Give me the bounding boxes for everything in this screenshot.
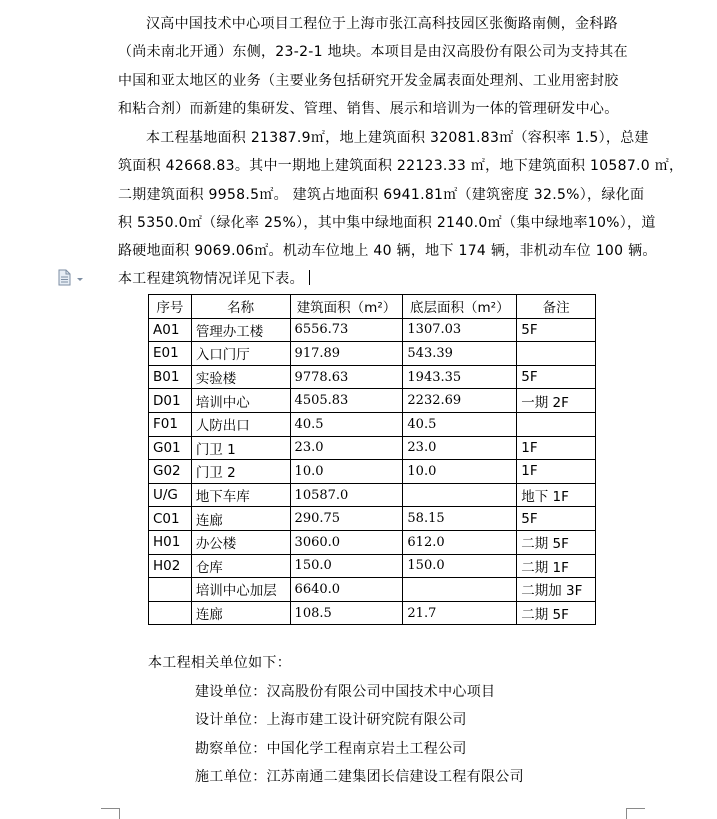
cell-remarks: 地下 1F xyxy=(517,483,596,507)
cell-remarks: 二期 5F xyxy=(517,601,596,625)
cell-building-area: 9778.63 xyxy=(290,365,403,389)
header-cell-name: 名称 xyxy=(191,295,290,319)
cell-ground-area: 10.0 xyxy=(403,460,517,484)
cell-ground-area: 1943.35 xyxy=(403,365,517,389)
table-row xyxy=(149,578,596,602)
cell-name: 培训中心加层 xyxy=(191,578,290,602)
cell-number xyxy=(149,578,192,602)
cell-building-area: 40.5 xyxy=(290,412,403,436)
text-line: 本工程建筑物情况详见下表。 xyxy=(118,271,304,288)
cell-remarks xyxy=(517,342,596,366)
units-heading: 本工程相关单位如下： xyxy=(148,655,291,671)
cell-name: 门卫 1 xyxy=(191,436,290,460)
header-cell-building-area: 建筑面积（m²） xyxy=(290,295,403,319)
cell-name: 人防出口 xyxy=(191,412,290,436)
text-line: 筑面积 42668.83。其中一期地上建筑面积 22123.33 ㎡，地下建筑面积 10587.0 ㎡， xyxy=(118,158,684,175)
cell-number: G01 xyxy=(149,436,192,460)
cell-ground-area: 612.0 xyxy=(403,530,517,554)
text-line: 积 5350.0㎡（绿化率 25%），其中集中绿地面积 2140.0㎡（集中绿地率10%），道 xyxy=(118,214,656,231)
cell-name: 仓库 xyxy=(191,554,290,578)
cell-ground-area: 58.15 xyxy=(403,507,517,531)
cell-building-area: 4505.83 xyxy=(290,389,403,413)
cell-remarks xyxy=(517,412,596,436)
table-row xyxy=(149,601,596,625)
cell-ground-area: 21.7 xyxy=(403,601,517,625)
cell-building-area: 108.5 xyxy=(290,601,403,625)
header-cell-ground-area: 底层面积（m²） xyxy=(403,295,517,319)
cell-remarks: 二期 1F xyxy=(517,554,596,578)
cell-building-area: 6556.73 xyxy=(290,318,403,342)
cell-remarks: 二期 5F xyxy=(517,530,596,554)
text-line: 二期建筑面积 9958.5㎡。 建筑占地面积 6941.81㎡（建筑密度 32.5%），绿化面 xyxy=(118,186,645,203)
cell-number: U/G xyxy=(149,483,192,507)
page-corner-mark xyxy=(626,808,645,819)
table-row xyxy=(149,483,596,507)
document-dropdown-icon[interactable] xyxy=(55,268,89,288)
table-row xyxy=(149,365,596,389)
cell-number: A01 xyxy=(149,318,192,342)
list-item: 勘察单位：中国化学工程南京岩土工程公司 xyxy=(195,740,467,757)
cell-building-area: 6640.0 xyxy=(290,578,403,602)
cell-name: 入口门厅 xyxy=(191,342,290,366)
text-cursor xyxy=(309,270,311,285)
units-list xyxy=(195,678,524,791)
table-row xyxy=(149,412,596,436)
cell-remarks: 1F xyxy=(517,460,596,484)
cell-remarks: 1F xyxy=(517,436,596,460)
text-line: 和粘合剂）而新建的集研发、管理、销售、展示和培训为一体的管理研发中心。 xyxy=(118,100,619,117)
cell-ground-area xyxy=(403,578,517,602)
cell-name: 连廊 xyxy=(191,507,290,531)
page-corner-mark xyxy=(101,808,120,819)
cell-name: 实验楼 xyxy=(191,365,290,389)
table-row xyxy=(149,460,596,484)
cell-building-area: 3060.0 xyxy=(290,530,403,554)
cell-ground-area: 2232.69 xyxy=(403,389,517,413)
cell-number: G02 xyxy=(149,460,192,484)
cell-remarks: 二期加 3F xyxy=(517,578,596,602)
cell-building-area: 290.75 xyxy=(290,507,403,531)
buildings-table xyxy=(148,294,596,625)
list-item: 设计单位：上海市建工设计研究院有限公司 xyxy=(195,712,467,729)
intro-paragraph xyxy=(118,10,628,123)
table-row xyxy=(149,554,596,578)
list-item: 建设单位：汉高股份有限公司中国技术中心项目 xyxy=(195,684,496,700)
area-paragraph xyxy=(118,124,684,294)
cell-remarks: 5F xyxy=(517,318,596,342)
cell-building-area: 150.0 xyxy=(290,554,403,578)
cell-number: C01 xyxy=(149,507,192,531)
cell-number: F01 xyxy=(149,412,192,436)
table-row xyxy=(149,389,596,413)
text-line: 中国和亚太地区的业务（主要业务包括研究开发金属表面处理剂、工业用密封胶 xyxy=(118,72,619,89)
cell-remarks: 一期 2F xyxy=(517,389,596,413)
cell-building-area: 23.0 xyxy=(290,436,403,460)
table-row xyxy=(149,318,596,342)
cell-name: 办公楼 xyxy=(191,530,290,554)
cell-name: 地下车库 xyxy=(191,483,290,507)
cell-name: 管理办工楼 xyxy=(191,318,290,342)
header-cell-remarks: 备注 xyxy=(517,295,596,319)
cell-building-area: 10587.0 xyxy=(290,483,403,507)
cell-name: 连廊 xyxy=(191,601,290,625)
cell-number: H01 xyxy=(149,530,192,554)
cell-number: B01 xyxy=(149,365,192,389)
text-line: （尚未南北开通）东侧，23-2-1 地块。本项目是由汉高股份有限公司为支持其在 xyxy=(118,44,628,61)
table-row xyxy=(149,530,596,554)
header-cell-number: 序号 xyxy=(149,295,192,319)
cell-remarks: 5F xyxy=(517,365,596,389)
cell-building-area: 917.89 xyxy=(290,342,403,366)
cell-ground-area: 150.0 xyxy=(403,554,517,578)
text-line: 路硬地面积 9069.06㎡。机动车位地上 40 辆，地下 174 辆，非机动车位 100 辆。 xyxy=(118,243,657,260)
table-header-row xyxy=(149,295,596,319)
table-row xyxy=(149,342,596,366)
cell-building-area: 10.0 xyxy=(290,460,403,484)
cell-number: D01 xyxy=(149,389,192,413)
text-line: 汉高中国技术中心项目工程位于上海市张江高科技园区张衡路南侧，金科路 xyxy=(146,16,618,32)
cell-number: H02 xyxy=(149,554,192,578)
cell-ground-area xyxy=(403,483,517,507)
text-line: 本工程基地面积 21387.9㎡，地上建筑面积 32081.83㎡（容积率 1.5），总建 xyxy=(146,130,649,146)
text-line-with-cursor xyxy=(118,265,628,293)
cell-number xyxy=(149,601,192,625)
table-row xyxy=(149,436,596,460)
cell-remarks: 5F xyxy=(517,507,596,531)
table-row xyxy=(149,507,596,531)
cell-name: 培训中心 xyxy=(191,389,290,413)
cell-ground-area: 1307.03 xyxy=(403,318,517,342)
cell-ground-area: 543.39 xyxy=(403,342,517,366)
cell-ground-area: 23.0 xyxy=(403,436,517,460)
cell-number: E01 xyxy=(149,342,192,366)
list-item: 施工单位：江苏南通二建集团长信建设工程有限公司 xyxy=(195,768,524,785)
cell-ground-area: 40.5 xyxy=(403,412,517,436)
cell-name: 门卫 2 xyxy=(191,460,290,484)
